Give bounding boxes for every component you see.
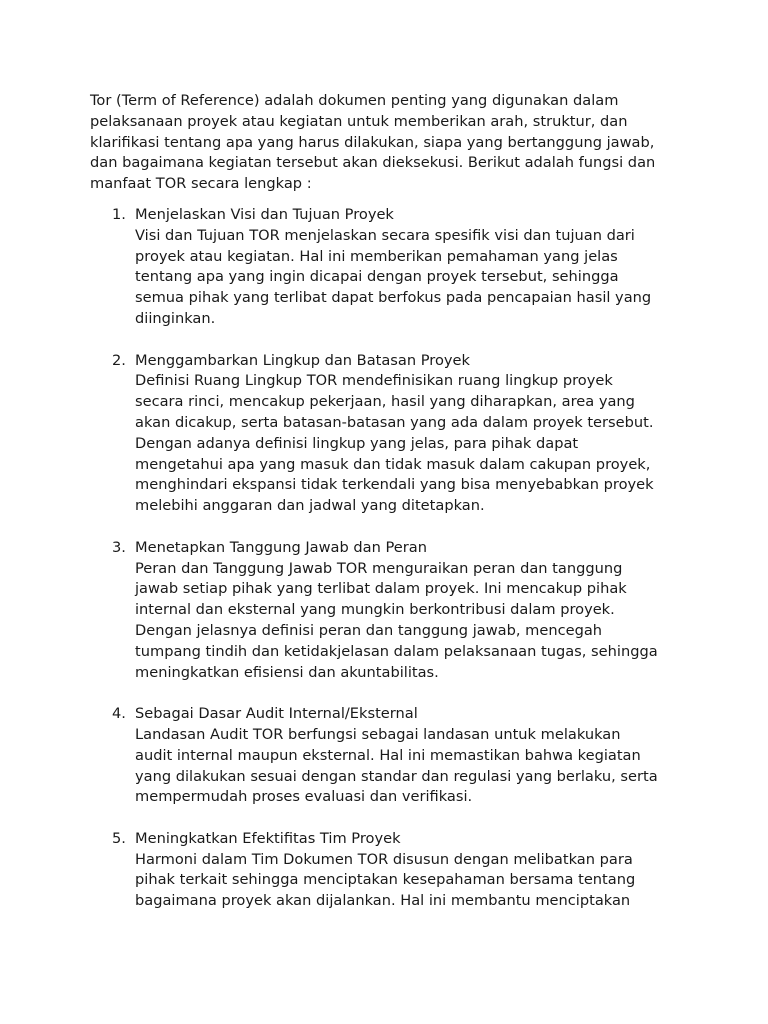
list-item-number: 2. bbox=[112, 351, 126, 369]
list-item-title: Menetapkan Tanggung Jawab dan Peran bbox=[135, 538, 427, 556]
list-item-title: Meningkatkan Efektifitas Tim Proyek bbox=[135, 829, 401, 847]
function-list bbox=[90, 205, 690, 912]
list-item-title: Menjelaskan Visi dan Tujuan Proyek bbox=[135, 205, 394, 223]
list-item-number: 1. bbox=[112, 205, 126, 223]
list-item bbox=[90, 205, 690, 330]
list-item-title: Sebagai Dasar Audit Internal/Eksternal bbox=[135, 705, 418, 723]
list-item-body: Visi dan Tujuan TOR menjelaskan secara spesifik visi dan tujuan dari proyek atau kegiatan. Hal ini memberikan pemahaman yang jelas tentang apa yang ingin dicapai dengan proyek tersebut, sehingga semua pihak yang terlibat dapat berfokus pada pencapaian hasil yang diinginkan. bbox=[135, 226, 652, 327]
list-item-number: 4. bbox=[112, 705, 126, 723]
list-item-title: Menggambarkan Lingkup dan Batasan Proyek bbox=[135, 351, 470, 369]
list-item bbox=[90, 704, 690, 808]
list-item-body: Harmoni dalam Tim Dokumen TOR disusun dengan melibatkan para pihak terkait sehingga menciptakan kesepahaman bersama tentang bagaimana proyek akan dijalankan. Hal ini membantu menciptakan bbox=[135, 850, 636, 910]
list-item bbox=[90, 538, 690, 684]
intro-paragraph: Tor (Term of Reference) adalah dokumen penting yang digunakan dalam pelaksanaan proyek atau kegiatan untuk memberikan arah, struktur, dan klarifikasi tentang apa yang harus dilakukan, siapa yang bertanggung jawab, dan bagaimana kegiatan tersebut akan dieksekusi. Berikut adalah fungsi dan manfaat TOR secara lengkap : bbox=[90, 92, 656, 193]
list-item-body: Landasan Audit TOR berfungsi sebagai landasan untuk melakukan audit internal maupun eksternal. Hal ini memastikan bahwa kegiatan yang dilakukan sesuai dengan standar dan regulasi yang berlaku, serta mempermudah proses evaluasi dan verifikasi. bbox=[135, 725, 658, 806]
document-page bbox=[90, 91, 690, 933]
list-item-number: 3. bbox=[112, 538, 126, 556]
list-item bbox=[90, 351, 690, 517]
list-item-number: 5. bbox=[112, 829, 126, 847]
list-item-body: Peran dan Tanggung Jawab TOR menguraikan peran dan tanggung jawab setiap pihak yang terlibat dalam proyek. Ini mencakup pihak internal dan eksternal yang mungkin berkontribusi dalam proyek. Dengan jelasnya definisi peran dan tanggung jawab, mencegah tumpang tindih dan ketidakjelasan dalam pelaksanaan tugas, sehingga meningkatkan efisiensi dan akuntabilitas. bbox=[135, 559, 658, 681]
list-item bbox=[90, 829, 690, 912]
list-item-body: Definisi Ruang Lingkup TOR mendefinisikan ruang lingkup proyek secara rinci, mencakup pekerjaan, hasil yang diharapkan, area yang akan dicakup, serta batasan-batasan yang ada dalam proyek tersebut. Dengan adanya definisi lingkup yang jelas, para pihak dapat mengetahui apa yang masuk dan tidak masuk dalam cakupan proyek, menghindari ekspansi tidak terkendali yang bisa menyebabkan proyek melebihi anggaran dan jadwal yang ditetapkan. bbox=[135, 372, 654, 515]
